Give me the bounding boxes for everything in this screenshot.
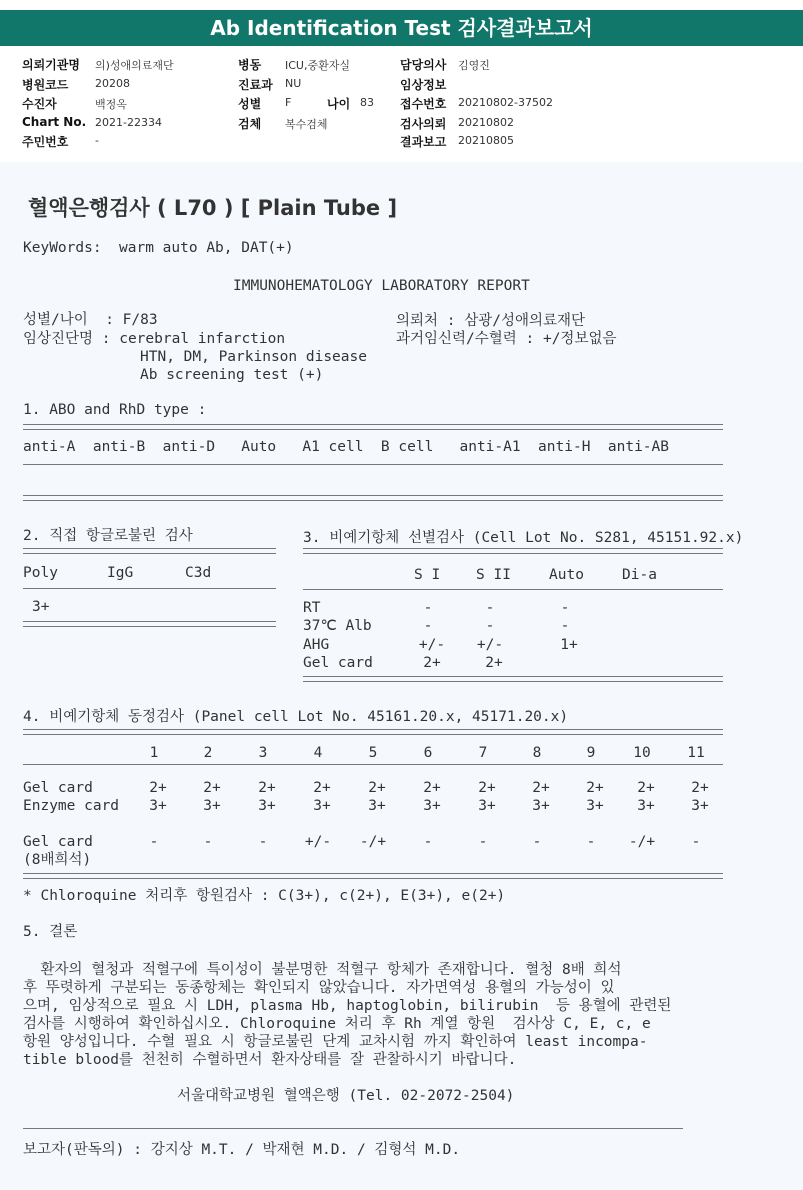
- doctor-value: 김영진: [458, 59, 490, 72]
- section3-cell: -: [485, 618, 495, 634]
- panel-cell-number: 8: [532, 745, 542, 761]
- section3-cell: +/-: [418, 637, 446, 653]
- section1-rule-top: [23, 424, 723, 430]
- dilution-value: -: [149, 834, 159, 850]
- request-key: 검사의뢰: [400, 117, 447, 131]
- dilution-value: -: [691, 834, 701, 850]
- gel-card-value: 2+: [368, 780, 386, 796]
- enzyme-card-value: 3+: [313, 798, 331, 814]
- section3-cell: 2+: [423, 655, 441, 671]
- gel-card-value: 2+: [203, 780, 221, 796]
- section3-row-label: Gel card: [303, 655, 373, 671]
- chart-value: 2021-22334: [95, 116, 162, 129]
- code-value: 20208: [95, 77, 130, 90]
- gel-card-value: 2+: [691, 780, 709, 796]
- dilution-value: -: [478, 834, 488, 850]
- enzyme-card-value: 3+: [478, 798, 496, 814]
- section3-cell: 1+: [560, 637, 578, 653]
- reporter-line: 보고자(판독의) : 강지상 M.T. / 박재현 M.D. / 김형석 M.D.: [23, 1142, 461, 1158]
- dilution-value: +/-: [304, 834, 332, 850]
- enzyme-card-value: 3+: [149, 798, 167, 814]
- section3-cell: +/-: [476, 637, 504, 653]
- lab-title: IMMUNOHEMATOLOGY LABORATORY REPORT: [233, 278, 530, 294]
- gel-card-value: 2+: [532, 780, 550, 796]
- panel-cell-number: 6: [423, 745, 433, 761]
- dilution-value: -: [423, 834, 433, 850]
- panel-cell-number: 4: [313, 745, 323, 761]
- section3-col-dia: Di-a: [622, 567, 657, 583]
- section2-rule-bottom: [23, 621, 276, 627]
- patient-info-header: [0, 46, 803, 163]
- age-key: 나이: [327, 97, 351, 111]
- enzyme-card-label: Enzyme card: [23, 798, 120, 814]
- section2-rule-mid: [23, 588, 276, 589]
- dilution-value: -/+: [359, 834, 387, 850]
- section3-rule-mid: [303, 589, 723, 590]
- receipt-value: 20210802-37502: [458, 96, 553, 109]
- diagnosis-line-3: Ab screening test (+): [140, 367, 324, 383]
- panel-cell-number: 1: [149, 745, 159, 761]
- diagnosis-line-2: HTN, DM, Parkinson disease: [140, 349, 367, 365]
- report-date-value: 20210805: [458, 134, 514, 147]
- gel-card-value: 2+: [423, 780, 441, 796]
- dept-key: 진료과: [238, 78, 273, 92]
- conclusion-line: 검사를 시행하여 확인하십시오. Chloroquine 처리 후 Rh 계열 항원 검사상 C, E, c, e: [23, 1016, 651, 1032]
- patient-value: 백정옥: [95, 98, 127, 111]
- section3-cell: -: [423, 600, 433, 616]
- enzyme-card-value: 3+: [368, 798, 386, 814]
- report-heading: 혈액은행검사 ( L70 ) [ Plain Tube ]: [28, 196, 398, 220]
- footer-rule: [23, 1128, 683, 1129]
- conclusion-line: tible blood를 천천히 수혈하면서 환자상태를 잘 관찰하시기 바랍니다.: [23, 1052, 517, 1068]
- enzyme-card-value: 3+: [532, 798, 550, 814]
- sex-age-line: 성별/나이 : F/83: [23, 312, 158, 328]
- section3-row-label: 37℃ Alb: [303, 618, 372, 634]
- section1-rule-mid: [23, 464, 723, 465]
- enzyme-card-value: 3+: [423, 798, 441, 814]
- panel-cell-number: 7: [478, 745, 488, 761]
- gel-card-value: 2+: [313, 780, 331, 796]
- panel-cell-number: 5: [368, 745, 378, 761]
- keywords: KeyWords: warm auto Ab, DAT(+): [23, 240, 294, 256]
- panel-cell-number: 10: [633, 745, 651, 761]
- dilution-label-sub: (8배희석): [23, 852, 92, 868]
- gel-card-value: 2+: [478, 780, 496, 796]
- history-line: 과거임신력/수혈력 : +/정보없음: [396, 331, 617, 347]
- dilution-value: -: [258, 834, 268, 850]
- section2-col-poly: Poly: [23, 565, 58, 581]
- hospital-key: 의뢰기관명: [22, 58, 80, 72]
- conclusion-line: 으며, 임상적으로 필요 시 LDH, plasma Hb, haptoglobin, bilirubin 등 용혈에 관련된: [23, 998, 672, 1014]
- section5-title: 5. 결론: [23, 924, 78, 940]
- section3-rule-top: [303, 548, 723, 554]
- lab-name: 서울대학교병원 혈액은행 (Tel. 02-2072-2504): [177, 1088, 515, 1104]
- ssn-key: 주민번호: [22, 135, 69, 149]
- section3-cell: 2+: [485, 655, 503, 671]
- dilution-label: Gel card: [23, 834, 93, 850]
- section3-row-label: RT: [303, 600, 321, 616]
- section3-col-auto: Auto: [549, 567, 584, 583]
- dilution-value: -: [586, 834, 596, 850]
- patient-key: 수진자: [22, 97, 57, 111]
- section4-rule-bottom: [23, 873, 723, 879]
- diagnosis-line-1: 임상진단명 : cerebral infarction: [23, 331, 286, 347]
- dept-value: NU: [285, 77, 302, 90]
- receipt-key: 접수번호: [400, 97, 447, 111]
- conclusion-line: 후 뚜렷하게 구분되는 동종항체는 확인되지 않았습니다. 자가면역성 용혈의 가능성이 있: [23, 980, 615, 996]
- section3-cell: -: [423, 618, 433, 634]
- section3-title: 3. 비예기항체 선별검사 (Cell Lot No. S281, 45151.92.x): [303, 530, 744, 546]
- section3-cell: -: [485, 600, 495, 616]
- section1-columns: anti-A anti-B anti-D Auto A1 cell B cell anti-A1 anti-H anti-AB: [23, 439, 670, 455]
- enzyme-card-value: 3+: [691, 798, 709, 814]
- enzyme-card-value: 3+: [203, 798, 221, 814]
- hospital-value: 의)성애의료재단: [95, 59, 174, 72]
- section2-col-c3d: C3d: [185, 565, 212, 581]
- section2-rule-top: [23, 548, 276, 554]
- gel-card-value: 2+: [586, 780, 604, 796]
- age-value: 83: [360, 96, 374, 109]
- code-key: 병원코드: [22, 78, 69, 92]
- gel-card-value: 2+: [149, 780, 167, 796]
- ward-value: ICU,중환자실: [285, 59, 350, 72]
- section4-rule-mid: [23, 764, 723, 765]
- doctor-key: 담당의사: [400, 58, 447, 72]
- section3-col-s2: S II: [476, 567, 511, 583]
- chloroquine-note: * Chloroquine 처리후 항원검사 : C(3+), c(2+), E(3+), e(2+): [23, 888, 506, 904]
- clinical-key: 임상정보: [400, 78, 447, 92]
- ssn-value: -: [95, 134, 99, 147]
- section3-col-s1: S I: [414, 567, 441, 583]
- panel-cell-number: 2: [203, 745, 213, 761]
- gel-card-value: 2+: [258, 780, 276, 796]
- section3-cell: -: [560, 600, 570, 616]
- chart-key: Chart No.: [22, 115, 87, 129]
- dilution-value: -/+: [628, 834, 656, 850]
- sex-key: 성별: [238, 97, 262, 111]
- sex-value: F: [285, 96, 292, 109]
- enzyme-card-value: 3+: [258, 798, 276, 814]
- panel-cell-number: 11: [687, 745, 705, 761]
- report-title: Ab Identification Test 검사결과보고서: [210, 16, 593, 40]
- specimen-value: 복수검체: [285, 118, 328, 131]
- section1-rule-bottom: [23, 495, 723, 501]
- request-value: 20210802: [458, 116, 514, 129]
- conclusion-line: 항원 양성입니다. 수혈 필요 시 항글로불린 단계 교차시험 까지 확인하여 least incompa-: [23, 1034, 648, 1050]
- ward-key: 병동: [238, 58, 262, 72]
- section3-cell: -: [560, 618, 570, 634]
- panel-cell-number: 3: [258, 745, 268, 761]
- section2-col-igg: IgG: [107, 565, 134, 581]
- enzyme-card-value: 3+: [586, 798, 604, 814]
- panel-cell-number: 9: [586, 745, 596, 761]
- report-title-bar: [0, 10, 803, 46]
- enzyme-card-value: 3+: [637, 798, 655, 814]
- report-body: [0, 162, 803, 1190]
- section2-title: 2. 직접 항글로불린 검사: [23, 528, 193, 544]
- dilution-value: -: [203, 834, 213, 850]
- referrer-line: 의뢰처 : 삼광/성애의료재단: [396, 313, 585, 329]
- section4-rule-top: [23, 729, 723, 735]
- section3-rule-bottom: [303, 676, 723, 682]
- report-date-key: 결과보고: [400, 135, 447, 149]
- section1-title: 1. ABO and RhD type :: [23, 402, 207, 418]
- specimen-key: 검체: [238, 117, 262, 131]
- section4-title: 4. 비예기항체 동정검사 (Panel cell Lot No. 45161.20.x, 45171.20.x): [23, 709, 569, 725]
- conclusion-line: 환자의 혈청과 적혈구에 특이성이 불분명한 적혈구 항체가 존재합니다. 혈청 8배 희석: [23, 962, 622, 978]
- gel-card-value: 2+: [637, 780, 655, 796]
- gel-card-label: Gel card: [23, 780, 93, 796]
- dilution-value: -: [532, 834, 542, 850]
- section3-row-label: AHG: [303, 637, 330, 653]
- section2-poly-value: 3+: [32, 599, 50, 615]
